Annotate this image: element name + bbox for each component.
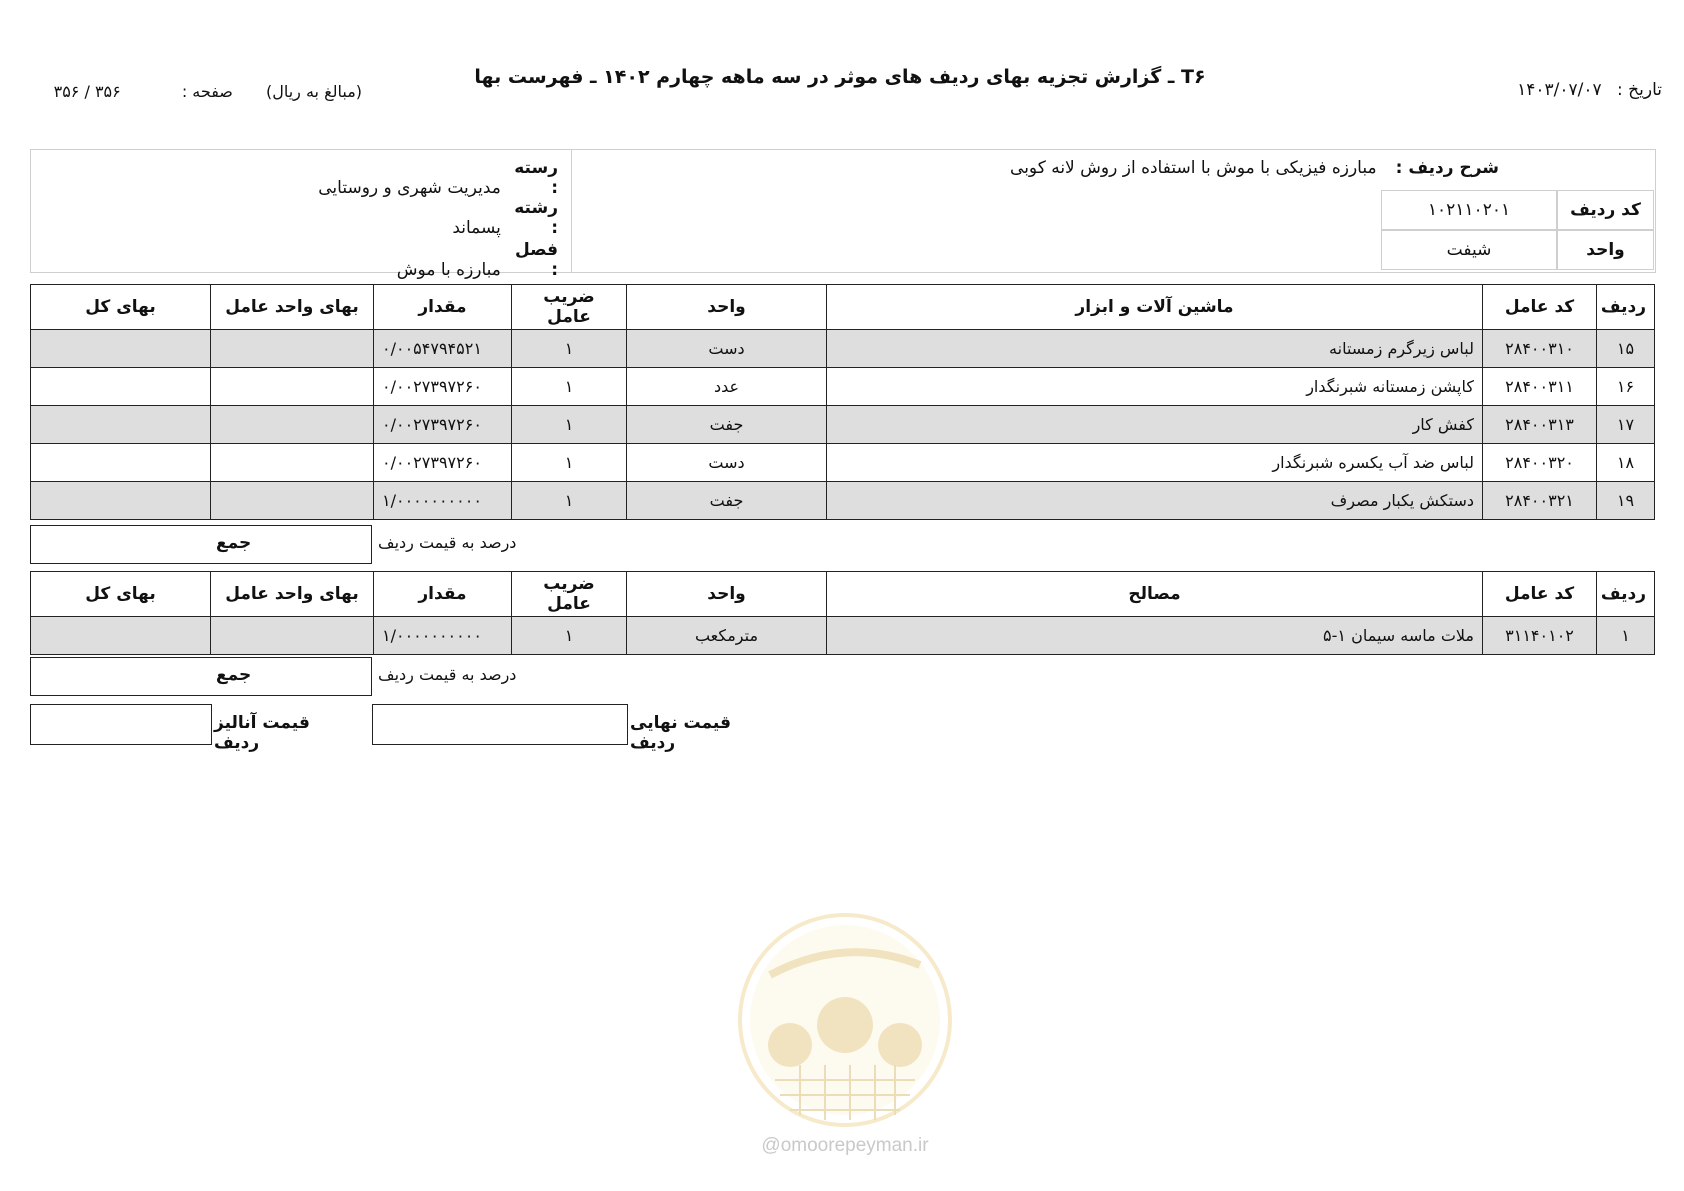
cell-unit: جفت (627, 406, 827, 444)
cell-qty: ۰/۰۰۲۷۳۹۷۲۶۰ (374, 444, 512, 482)
row-description (1010, 158, 1499, 178)
analysis-price-label: قیمت آنالیز ردیف (214, 713, 310, 753)
date-value: ۱۴۰۳/۰۷/۰۷ (1517, 80, 1602, 100)
col-unit-price: بهای واحد عامل (211, 285, 374, 330)
cell-unit: عدد (627, 368, 827, 406)
row-code-label: کد ردیف (1557, 190, 1654, 230)
col-name: ماشین آلات و ابزار (827, 285, 1483, 330)
field-line (452, 198, 558, 238)
col-total: بهای کل (31, 572, 211, 617)
table-header-row (31, 285, 1655, 330)
cell-coef: ۱ (512, 406, 627, 444)
page-value: ۳۵۶ / ۳۵۶ (53, 82, 121, 101)
header-left-block (32, 82, 362, 101)
unit-value: شیفت (1381, 230, 1557, 270)
watermark-logo (730, 905, 960, 1135)
col-name: مصالح (827, 572, 1483, 617)
cell-code: ۲۸۴۰۰۳۲۰ (1483, 444, 1597, 482)
chapter-value: مبارزه با موش (396, 260, 501, 280)
cell-row: ۱۷ (1597, 406, 1655, 444)
cell-name: کفش کار (827, 406, 1483, 444)
cell-name: لباس ضد آب یکسره شبرنگدار (827, 444, 1483, 482)
table-header-row (31, 572, 1655, 617)
cell-coef: ۱ (512, 330, 627, 368)
info-divider (571, 149, 572, 272)
cell-qty: ۰/۰۰۲۷۳۹۷۲۶۰ (374, 368, 512, 406)
machines-table (30, 284, 1655, 520)
cell-code: ۲۸۴۰۰۳۱۱ (1483, 368, 1597, 406)
table-row (31, 330, 1655, 368)
cell-name: دستکش یکبار مصرف (827, 482, 1483, 520)
final-price-label: قیمت نهایی ردیف (630, 713, 731, 753)
cell-name: لباس زیرگرم زمستانه (827, 330, 1483, 368)
date-label: تاریخ : (1617, 80, 1662, 100)
table-row (31, 482, 1655, 520)
col-unit-price: بهای واحد عامل (211, 572, 374, 617)
machines-sum-value-box (30, 525, 212, 564)
col-unit: واحد (627, 285, 827, 330)
cell-qty: ۱/۰۰۰۰۰۰۰۰۰۰ (374, 617, 512, 655)
col-row: ردیف (1597, 285, 1655, 330)
cell-name: کاپشن زمستانه شبرنگدار (827, 368, 1483, 406)
date-block (1517, 80, 1662, 100)
cell-total (31, 406, 211, 444)
cell-row: ۱۸ (1597, 444, 1655, 482)
cell-unit-price (211, 482, 374, 520)
machines-sum-label: جمع (216, 533, 252, 553)
cell-unit: مترمکعب (627, 617, 827, 655)
cell-total (31, 617, 211, 655)
col-coef: ضریب عامل (512, 285, 627, 330)
chapter-line (397, 240, 558, 280)
cell-coef: ۱ (512, 368, 627, 406)
cell-qty: ۰/۰۰۵۴۷۹۴۵۲۱ (374, 330, 512, 368)
cell-row: ۱ (1597, 617, 1655, 655)
category-label: رسته : (514, 158, 558, 198)
field-label: رشته : (514, 198, 558, 238)
cell-qty: ۱/۰۰۰۰۰۰۰۰۰۰ (374, 482, 512, 520)
code-unit-box (1381, 190, 1654, 272)
cell-total (31, 444, 211, 482)
table-row (31, 406, 1655, 444)
materials-sum-label: جمع (216, 665, 252, 685)
cell-coef: ۱ (512, 617, 627, 655)
cell-unit-price (211, 444, 374, 482)
cell-code: ۳۱۱۴۰۱۰۲ (1483, 617, 1597, 655)
cell-code: ۲۸۴۰۰۳۱۳ (1483, 406, 1597, 444)
report-title: T۶ ـ گزارش تجزیه بهای ردیف های موثر در سه ماهه چهارم ۱۴۰۲ ـ فهرست بها (474, 66, 1206, 88)
cell-unit: دست (627, 444, 827, 482)
row-code-value: ۱۰۲۱۱۰۲۰۱ (1381, 190, 1557, 230)
cell-code: ۲۸۴۰۰۳۲۱ (1483, 482, 1597, 520)
chapter-label: فصل : (514, 240, 558, 280)
unit-label: واحد (1557, 230, 1654, 270)
category-line (318, 158, 558, 198)
col-total: بهای کل (31, 285, 211, 330)
cell-unit: جفت (627, 482, 827, 520)
col-code: کد عامل (1483, 285, 1597, 330)
cell-unit: دست (627, 330, 827, 368)
materials-sum-value-box (30, 657, 212, 696)
materials-table (30, 571, 1655, 655)
category-value: مدیریت شهری و روستایی (318, 178, 501, 198)
currency-note: (مبالغ به ریال) (265, 82, 362, 101)
table-row (31, 368, 1655, 406)
description-label: شرح ردیف : (1395, 158, 1499, 178)
cell-total (31, 330, 211, 368)
cell-coef: ۱ (512, 444, 627, 482)
col-row: ردیف (1597, 572, 1655, 617)
col-qty: مقدار (374, 572, 512, 617)
page-label: صفحه : (181, 82, 233, 101)
cell-row: ۱۶ (1597, 368, 1655, 406)
cell-unit-price (211, 330, 374, 368)
col-code: کد عامل (1483, 572, 1597, 617)
watermark-text: @omoorepeyman.ir (761, 1135, 929, 1156)
cell-unit-price (211, 406, 374, 444)
final-price-box (372, 704, 628, 745)
cell-row: ۱۹ (1597, 482, 1655, 520)
cell-unit-price (211, 368, 374, 406)
cell-name: ملات ماسه سیمان ۱-۵ (827, 617, 1483, 655)
cell-row: ۱۵ (1597, 330, 1655, 368)
analysis-price-box (30, 704, 212, 745)
table-row (31, 444, 1655, 482)
table-row (31, 617, 1655, 655)
cell-code: ۲۸۴۰۰۳۱۰ (1483, 330, 1597, 368)
col-coef: ضریب عامل (512, 572, 627, 617)
machines-percent-label: درصد به قیمت ردیف (378, 533, 517, 552)
cell-qty: ۰/۰۰۲۷۳۹۷۲۶۰ (374, 406, 512, 444)
description-value: مبارزه فیزیکی با موش با استفاده از روش لانه کوبی (1010, 158, 1377, 178)
field-value: پسماند (452, 218, 501, 238)
cell-unit-price (211, 617, 374, 655)
col-qty: مقدار (374, 285, 512, 330)
cell-total (31, 368, 211, 406)
materials-percent-label: درصد به قیمت ردیف (378, 665, 517, 684)
cell-total (31, 482, 211, 520)
cell-coef: ۱ (512, 482, 627, 520)
col-unit: واحد (627, 572, 827, 617)
